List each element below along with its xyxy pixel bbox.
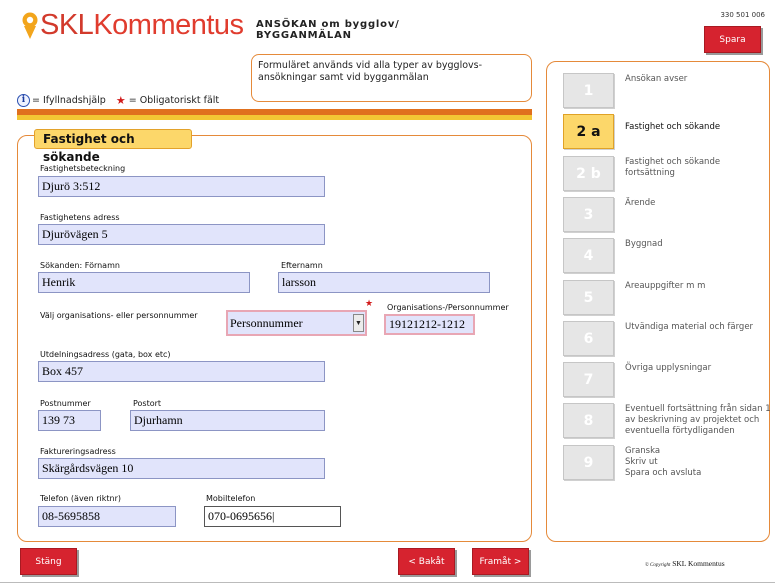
form-description: Formuläret används vid alla typer av bygglovs-ansökningar samt vid bygganmälan (251, 54, 532, 102)
step-8-button[interactable]: 7 (563, 362, 614, 397)
section-title: Fastighet och sökande (34, 129, 192, 149)
form-title-line2: BYGGANMÄLAN (256, 30, 352, 41)
step-3-label2-text: fortsättning (625, 168, 675, 178)
step-3-label (625, 157, 720, 179)
delivery-address-label: Utdelningsadress (gata, box etc) (40, 350, 171, 359)
phone-label: Telefon (även riktnr) (40, 494, 121, 503)
property-address-label: Fastighetens adress (40, 213, 120, 222)
step-5-label (625, 239, 663, 250)
id-type-select[interactable] (226, 310, 367, 336)
mobile-field[interactable]: 070-0695656| (204, 506, 341, 527)
copyright-prefix: © Copyright (645, 563, 671, 568)
property-designation-field[interactable]: Djurö 3:512 (38, 176, 325, 197)
step-2-label (625, 122, 720, 133)
step-10-button[interactable]: 9 (563, 445, 614, 480)
info-icon: i (17, 94, 30, 107)
step-6-label (625, 281, 705, 292)
step-4-label-text: Ärende (625, 198, 656, 208)
id-type-label: Välj organisations- eller personnummer (40, 311, 198, 320)
id-number-label: Organisations-/Personnummer (387, 303, 509, 312)
step-9-label2-text: av beskrivning av projektet och (625, 415, 760, 425)
step-4-label (625, 198, 655, 209)
last-name-field[interactable]: larsson (278, 272, 490, 293)
form-title (256, 19, 400, 41)
bottom-divider (0, 582, 775, 583)
form-title-line1: ANSÖKAN om bygglov/ (256, 19, 400, 30)
postal-code-field[interactable]: 139 73 (38, 410, 101, 431)
step-10-label3-text: Spara och avsluta (625, 468, 702, 478)
legend-help-label: = Ifyllnadshjälp (32, 95, 106, 106)
step-9-label-text: Eventuell fortsättning från sidan 1 (625, 404, 771, 414)
step-9-button[interactable]: 8 (563, 403, 614, 438)
required-star-icon: ★ (115, 94, 126, 107)
step-2-button[interactable]: 2 a (563, 114, 614, 149)
step-1-label-text: Ansökan avser (625, 74, 688, 84)
phone-field[interactable]: 08-5695858 (38, 506, 176, 527)
logo-kommentus-text: Kommentus (93, 9, 244, 41)
step-7-label (625, 322, 753, 333)
form-code: 330 501 006 (720, 11, 765, 19)
step-4-button[interactable]: 3 (563, 197, 614, 232)
save-button[interactable]: Spara (704, 26, 761, 53)
first-name-label: Sökanden: Förnamn (40, 261, 120, 270)
required-star-icon: ★ (365, 299, 374, 309)
city-field[interactable]: Djurhamn (130, 410, 325, 431)
step-9-label (625, 404, 771, 437)
property-designation-label: Fastighetsbeteckning (40, 164, 126, 173)
step-2-label-text: Fastighet och sökande (625, 122, 721, 132)
legend (17, 94, 219, 107)
back-button[interactable]: < Bakåt (398, 548, 455, 575)
chevron-down-icon[interactable]: ▼ (353, 314, 364, 332)
city-label: Postort (133, 399, 162, 408)
step-7-label-text: Utvändiga material och färger (625, 322, 754, 332)
step-6-label-text: Areauppgifter m m (625, 281, 706, 291)
step-6-button[interactable]: 5 (563, 280, 614, 315)
step-7-button[interactable]: 6 (563, 321, 614, 356)
id-number-field[interactable]: 19121212-1212 (384, 314, 475, 335)
step-10-label (625, 446, 701, 479)
property-address-field[interactable]: Djurövägen 5 (38, 224, 325, 245)
step-5-button[interactable]: 4 (563, 238, 614, 273)
step-10-label2-text: Skriv ut (625, 457, 658, 467)
mobile-label: Mobiltelefon (206, 494, 256, 503)
step-9-label3-text: eventuella förtydliganden (625, 426, 735, 436)
legend-required-label: = Obligatoriskt fält (128, 95, 220, 106)
id-type-selected-value: Personnummer (230, 316, 303, 330)
billing-address-field[interactable]: Skärgårdsvägen 10 (38, 458, 325, 479)
forward-button[interactable]: Framåt > (472, 548, 529, 575)
delivery-address-field[interactable]: Box 457 (38, 361, 325, 382)
divider-band-yellow (17, 115, 532, 120)
copyright-owner: SKL Kommentus (672, 559, 725, 568)
step-8-label-text: Övriga upplysningar (625, 363, 712, 373)
billing-address-label: Faktureringsadress (40, 447, 116, 456)
copyright (645, 559, 725, 568)
close-button[interactable]: Stäng (20, 548, 77, 575)
step-3-button[interactable]: 2 b (563, 156, 614, 191)
step-1-button[interactable]: 1 (563, 73, 614, 108)
step-3-label-text: Fastighet och sökande (625, 157, 721, 167)
logo-skl-text: SKL (40, 9, 94, 41)
postal-code-label: Postnummer (40, 399, 91, 408)
step-5-label-text: Byggnad (625, 239, 663, 249)
step-8-label (625, 363, 711, 374)
step-1-label (625, 74, 687, 85)
step-10-label-text: Granska (625, 446, 661, 456)
first-name-field[interactable]: Henrik (38, 272, 250, 293)
last-name-label: Efternamn (281, 261, 323, 270)
brand-logo (40, 8, 244, 42)
